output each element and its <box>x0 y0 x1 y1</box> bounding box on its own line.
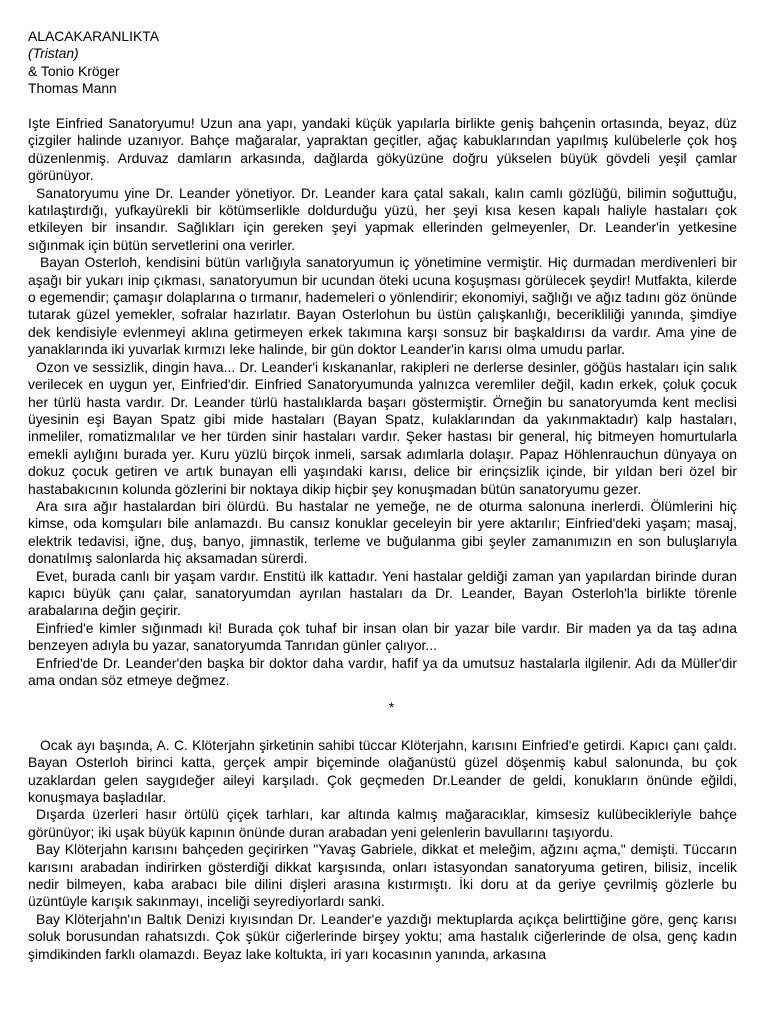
paragraph: Ara sıra ağır hastalardan biri ölürdü. Bu hastalar ne yemeğe, ne de oturma salonuna inerlerdi. Ölümlerini hiç kimse, oda komşuları bile anlamazdı. Bu cansız konuklar geceleyin bir yere aktarılır; Einfried'deki yaşam; masaj, elektrik tedavisi, iğne, duş, banyo, jimnastik, terleme ve buğulanma gibi şeyler zamanımızın en son buluşlarıyla donatılmış salonlarda hiç aksamadan sürerdi. <box>28 497 737 567</box>
second-title: & Tonio Kröger <box>28 62 120 79</box>
author-name: Thomas Mann <box>28 80 117 97</box>
paragraph: Bayan Osterloh, kendisini bütün varlığıyla sanatoryumun iç yönetimine vermiştir. Hiç durmadan merdivenleri bir aşağı bir yukarı inip çıkması, sanatoryumun bir ucundan öteki ucuna koşuşması görülecek şeydir! Mutfakta, kilerde o egemendir; çamaşır dolaplarına o tırmanır, hademeleri o yönlendirir; ekonomiyi, sağlığı ve ağız tadını göz önünde tutarak güzel yemekler, sofralar hazırlatır. Bayan Osterlohun bu üstün çalışkanlığı, becerikliliği yanında, şimdiye dek kendisiyle evlenmeyi aklına getirmeyen erkek takımına karşı sonsuz bir başkaldırısı da vardır. Ama yine de yanaklarında iki yuvarlak kırmızı leke halinde, bir gün doktor Leander'in karısı olma umudu parlar. <box>28 254 737 358</box>
section-separator: * <box>388 699 395 716</box>
book-subtitle: (Tristan) <box>28 45 79 62</box>
paragraph: Einfried'e kimler sığınmadı ki! Burada çok tuhaf bir insan olan bir yazar bile vardır. Bir maden ya da taş adına benzeyen adıyla bu yazar, sanatoryumda Tanrıdan günler çalıyor... <box>28 619 737 654</box>
header-gap <box>28 98 737 115</box>
chapter-section-2 <box>28 737 737 963</box>
paragraph: Bay Klöterjahn'ın Baltık Denizi kıyısından Dr. Leander'e yazdığı mektuplarda açıkça belirttiğine göre, genç karısı soluk borusundan rahatsızdı. Çok şükür ciğerlerinde birşey yoktu; ama hastalık ciğerlerinde de olsa, genç kadın şimdikinden farklı olamazdı. Beyaz lake koltukta, iri yarı kocasının yanında, arkasına <box>28 910 737 962</box>
document-header <box>28 28 737 98</box>
paragraph: Ocak ayı başında, A. C. Klöterjahn şirketinin sahibi tüccar Klöterjahn, karısını Einfried'e getirdi. Kapıcı çanı çaldı. Bayan Osterloh birinci katta, gerçek ampir biçeminde olağanüstü güzel döşenmiş kabul salonunda, bu çok uzaklardan gelen saygıdeğer aileyi karşıladı. Çok geçmeden Dr.Leander de geldi, konukların önünde eğildi, konuşmaya başladılar. <box>28 736 737 806</box>
paragraph: Ozon ve sessizlik, dingin hava... Dr. Leander'i kıskananlar, rakipleri ne derlerse desinler, göğüs hastaları için salık verilecek en uygun yer, Einfried'dir. Einfried Sanatoryumunda yalnızca veremliler değil, kadın erkek, çoluk çocuk her türlü hasta vardır. Dr. Leander türlü hastalıklarda başarı göstermiştir. Örneğin bu sanatoryumda kent meclisi üyesinin eşi Bayan Spatz gibi mide hastaları (Bayan Spatz, kulaklarından da yakınmaktadır) kalp hastaları, inmeliler, romatizmalılar ve her türden sinir hastaları vardır. Şeker hastası bir general, hiç bitmeyen homurtularla emekli aylığını burada yer. Kuru yüzlü birçok inmeli, sarsak adımlarla dolaşır. Papaz Höhlenrauchun dünyaya on dokuz çocuk getiren ve artık bunayan elli yaşındaki karısı, delice bir erinçsizlik içinde, bir yıldan beri özel bir hastabakıcının kolunda gözlerini bir noktaya dikip hiçbir şey konuşmadan bütün sanatoryumu gezer. <box>28 358 737 497</box>
paragraph: Işte Einfried Sanatoryumu! Uzun ana yapı, yandaki küçük yapılarla birlikte geniş bahçenin ortasında, beyaz, düz çizgiler halinde uzanıyor. Bahçe mağaralar, yapraktan geçitler, ağaç kabuklarından yapılmış kulübelerle çok hoş düzenlenmiş. Arduvaz damların arkasında, dağlarda gökyüzüne doğru yükselen büyük gövdeli yeşil çamlar görünüyor. <box>28 115 737 184</box>
paragraph: Evet, burada canlı bir yaşam vardır. Enstitü ilk kattadır. Yeni hastalar geldiği zaman yan yapılardan birinde duran kapıcı büyük çanı çalar, sanatoryumdan ayrılan hastaları da Dr. Leander, Bayan Osterloh'la birlikte törenle arabalarına değin geçirir. <box>28 567 737 619</box>
chapter-section-1 <box>28 115 737 689</box>
paragraph: Sanatoryumu yine Dr. Leander yönetiyor. Dr. Leander kara çatal sakalı, kalın camlı gözlüğü, bilimin soğuttuğu, katılaştırdığı, yufkayürekli bir kötümserlikle doldurduğu yüzü, her şeyi kısa kesen kapalı haliyle hastaları çok etkileyen bir insandır. Sağlıkları için gereken şeyi yapmak ellerinden gelmeyenler, Dr. Leander'in yetkesine sığınmak için bütün servetlerini ona verirler. <box>28 184 737 253</box>
paragraph: Dışarda üzerleri hasır örtülü çiçek tarhları, kar altında kalmış mağaracıklar, kimsesiz kulübecikleriyle bahçe görünüyor; iki uşak büyük kapının önünde duran arabadan yeni gelenlerin bavullarını taşıyordu. <box>28 806 737 840</box>
book-title: ALACAKARANLIKTA <box>28 28 159 44</box>
paragraph: Bay Klöterjahn karısını bahçeden geçirirken "Yavaş Gabriele, dikkat et meleğim, ağzını açma," demişti. Tüccarın karısını arabadan indirirken gösterdiği dikkat karşısında, onları istasyondan sanatoryuma getiren, bilisiz, incelik nedir bilmeyen, kaba arabacı bile dilini dişleri arasına kıstırmıştı. İki doru at da geriye çevrilmiş gözlerle bu üzüntüyle karışık sakınmayı, inceliği seyrediyorlardı sanki. <box>28 841 737 910</box>
paragraph: Enfried'de Dr. Leander'den başka bir doktor daha vardır, hafif ya da umutsuz hastalarla ilgilenir. Adı da Müller'dir ama ondan söz etmeye değmez. <box>28 654 737 689</box>
